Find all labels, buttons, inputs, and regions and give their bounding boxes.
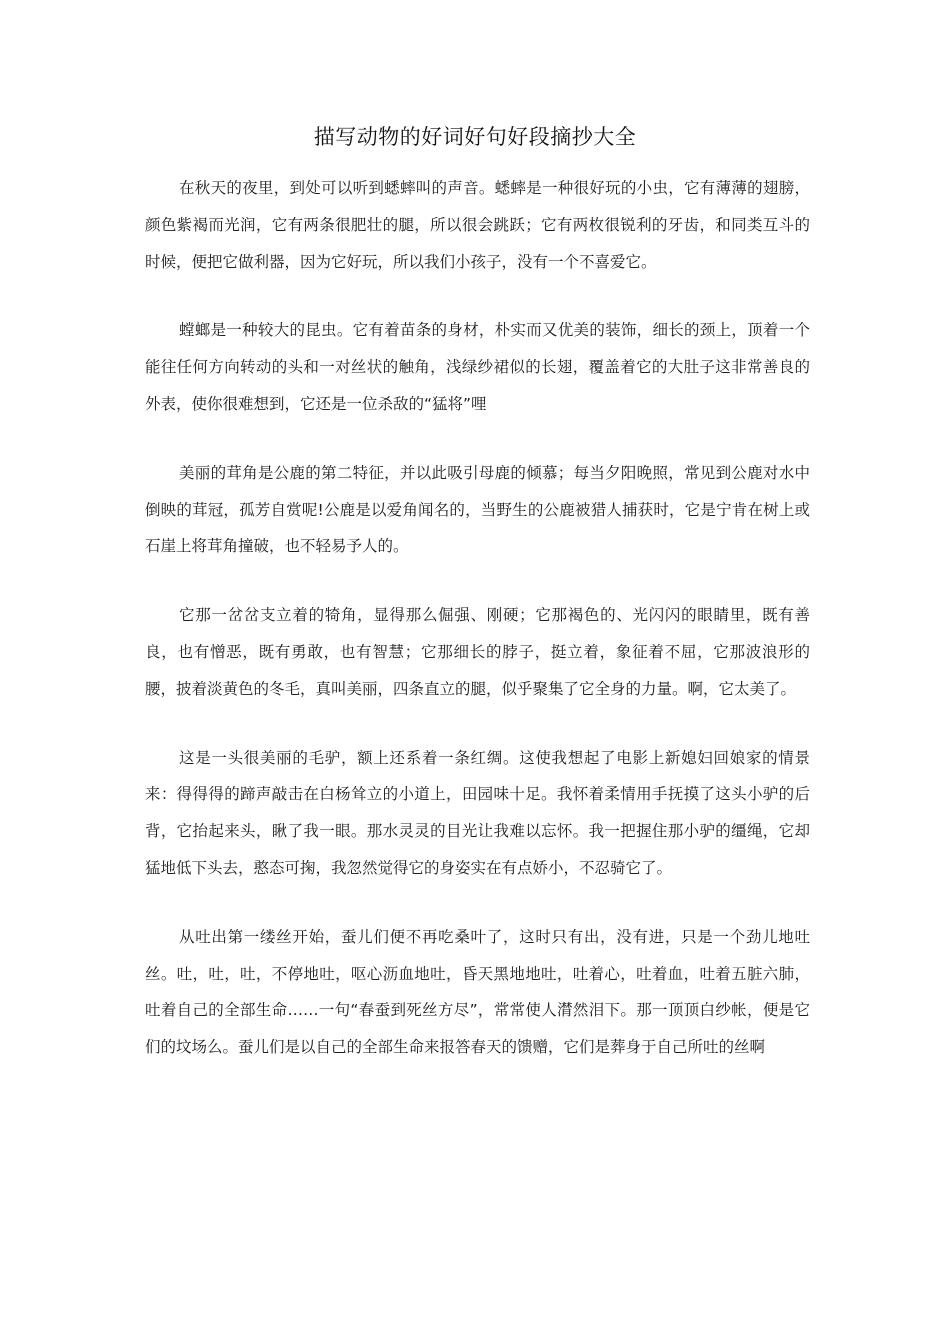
document-body: [145, 170, 810, 1098]
paragraph-deer-antlers: 美丽的茸角是公鹿的第二特征，并以此吸引母鹿的倾慕；每当夕阳晚照，常见到公鹿对水中倒映的茸冠，孤芳自赏呢!公鹿是以爱角闻名的，当野生的公鹿被猎人捕获时，它是宁肯在树上或石崖上将茸角撞破，也不轻易予人的。: [145, 463, 810, 556]
paragraph-donkey: 这是一头很美丽的毛驴，额上还系着一条红绸。这使我想起了电影上新媳妇回娘家的情景来：得得得的蹄声敲击在白杨耸立的小道上，田园味十足。我怀着柔情用手抚摸了这头小驴的后背，它抬起来头，瞅了我一眼。那水灵灵的目光让我难以忘怀。我一把握住那小驴的缰绳，它却猛地低下头去，憨态可掬，我忽然觉得它的身姿实在有点娇小，不忍骑它了。: [145, 748, 810, 877]
paragraph-silkworm: 从吐出第一缕丝开始，蚕儿们便不再吃桑叶了，这时只有出，没有进，只是一个劲儿地吐丝。吐，吐，吐，不停地吐，呕心沥血地吐，昏天黑地地吐，吐着心，吐着血，吐着五脏六肺，吐着自己的全部生命……一句“春蚕到死丝方尽”，常常使人潸然泪下。那一顶顶白纱帐，便是它们的坟场么。蚕儿们是以自己的全部生命来报答春天的馈赠，它们是葬身于自己所吐的丝啊: [145, 927, 810, 1057]
document-title: 描写动物的好词好句好段摘抄大全: [313, 125, 637, 149]
paragraph-cricket: 在秋天的夜里，到处可以听到蟋蟀叫的声音。蟋蟀是一种很好玩的小虫，它有薄薄的翅膀，颜色紫褐而光润，它有两条很肥壮的腿，所以很会跳跃；它有两枚很锐利的牙齿，和同类互斗的时候，便把它做利器，因为它好玩，所以我们小孩子，没有一个不喜爱它。: [145, 179, 810, 271]
paragraph-mantis: 螳螂是一种较大的昆虫。它有着苗条的身材，朴实而又优美的装饰，细长的颈上，顶着一个能往任何方向转动的头和一对丝状的触角，浅绿纱裙似的长翅，覆盖着它的大肚子这非常善良的外表，使你很难想到，它还是一位杀敌的“猛将”哩: [145, 321, 810, 413]
paragraph-deer-beauty: 它那一岔岔支立着的犄角，显得那么倔强、刚硬；它那褐色的、光闪闪的眼睛里，既有善良，也有憎恶，既有勇敢，也有智慧；它那细长的脖子，挺立着，象征着不屈，它那波浪形的腰，披着淡黄色的冬毛，真叫美丽，四条直立的腿，似乎聚集了它全身的力量。啊，它太美了。: [145, 606, 810, 698]
